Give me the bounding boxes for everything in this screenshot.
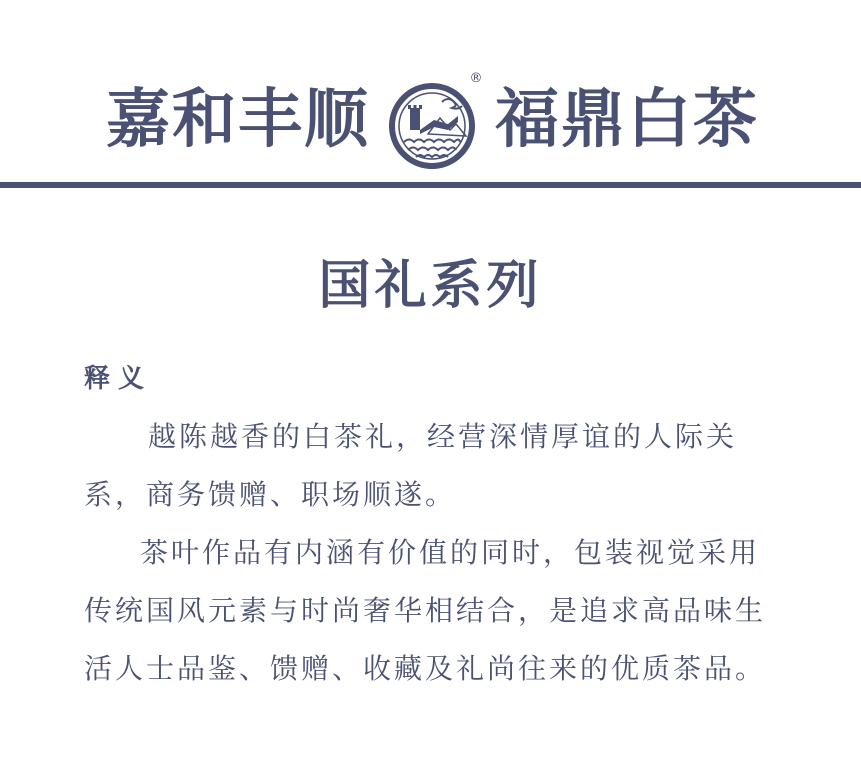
- section-title: 国礼系列: [318, 255, 543, 316]
- header-divider: [0, 182, 861, 188]
- brand-name-right: 福鼎白茶: [495, 82, 759, 157]
- brand-name-left: 嘉和丰顺: [106, 82, 370, 157]
- definition-label: 释义: [84, 364, 153, 394]
- registered-mark: ®: [469, 72, 483, 86]
- great-wall-seal-icon: [384, 72, 484, 172]
- brand-header: [0, 0, 861, 190]
- description-paragraph-2: 茶叶作品有内涵有价值的同时，包装视觉采用传统国风元素与时尚奢华相结合，是追求高品味生活人士品鉴、馈赠、收藏及礼尚往来的优质茶品。: [84, 536, 767, 685]
- description-paragraph-1: 越陈越香的白茶礼，经营深情厚谊的人际关系，商务馈赠、职场顺遂。: [84, 420, 738, 511]
